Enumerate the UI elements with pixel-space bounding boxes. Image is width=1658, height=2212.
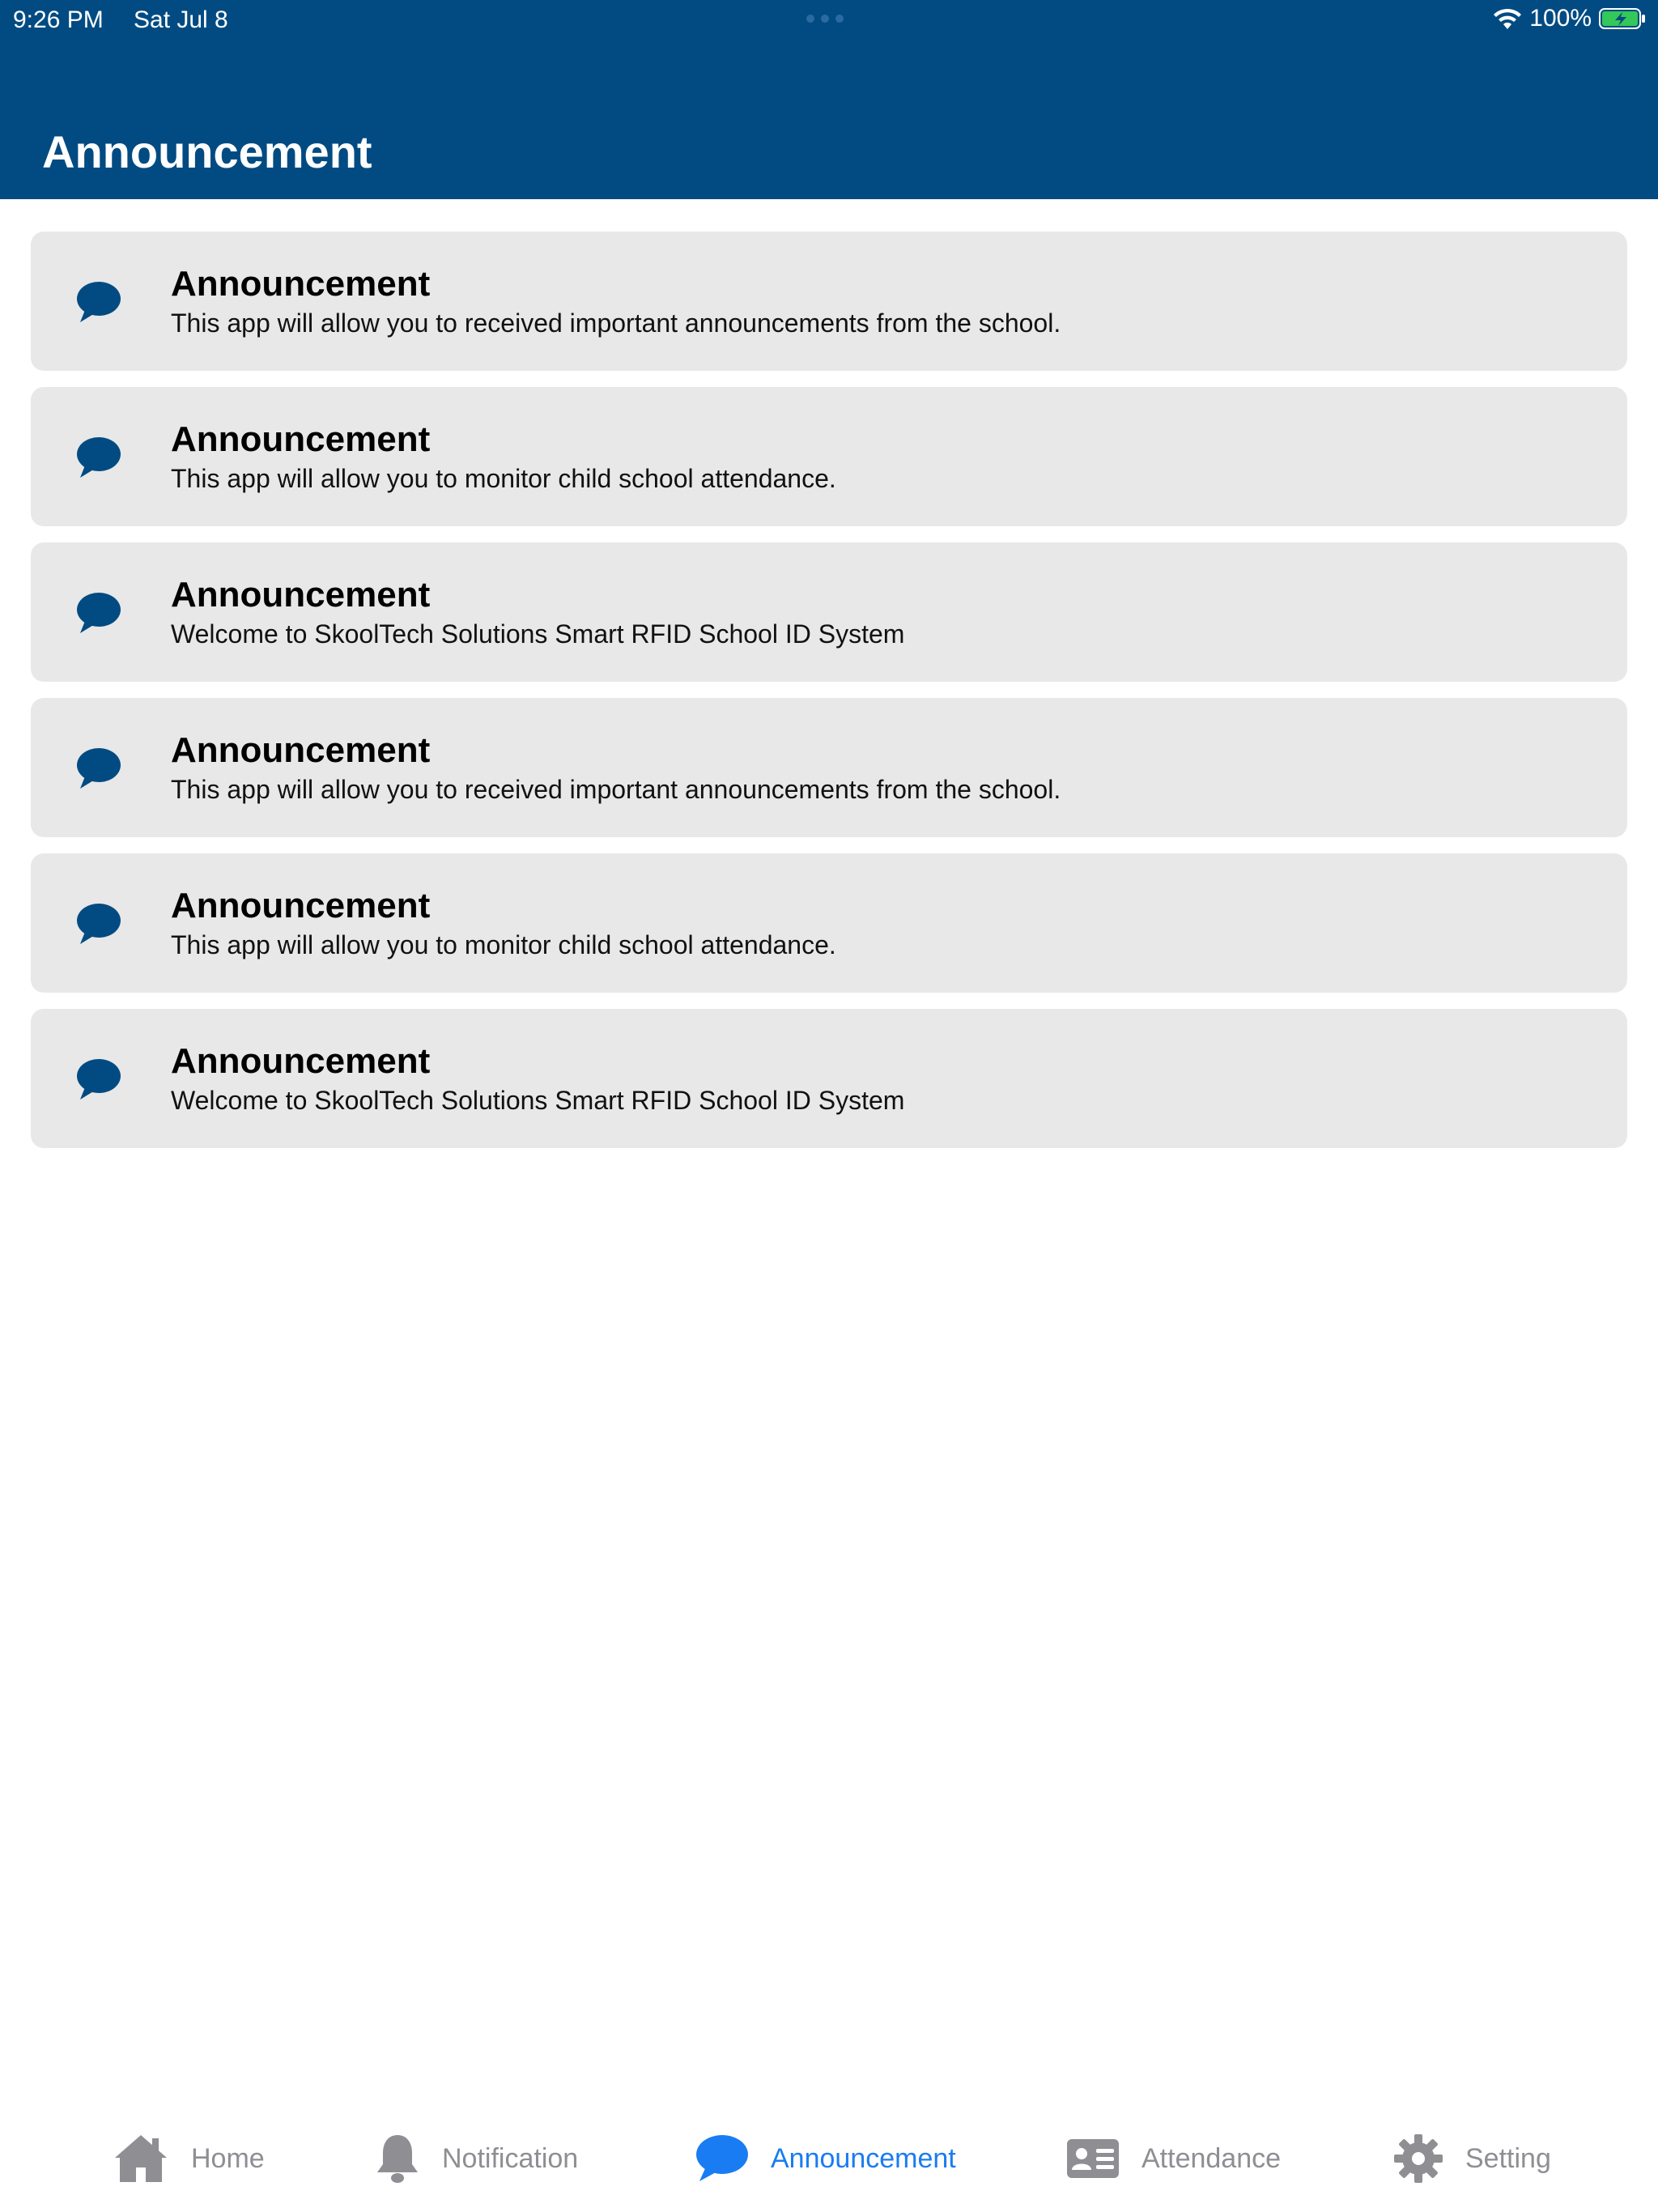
tab-announcement[interactable]	[693, 2126, 956, 2191]
announcement-card[interactable]	[31, 853, 1627, 993]
battery-percent: 100%	[1529, 5, 1592, 32]
announcement-card[interactable]	[31, 387, 1627, 526]
tab-notification-label: Notification	[442, 2142, 579, 2174]
page-title: Announcement	[42, 126, 372, 177]
home-icon	[112, 2132, 170, 2185]
status-bar	[0, 0, 1658, 40]
announcement-card[interactable]	[31, 542, 1627, 682]
announcement-body: This app will allow you to received important announcements from the school.	[171, 775, 1061, 804]
announcement-title: Announcement	[171, 886, 431, 925]
speech-bubble-icon	[75, 435, 122, 482]
speech-bubble-icon	[75, 746, 122, 793]
announcement-card[interactable]	[31, 232, 1627, 371]
tab-announcement-label: Announcement	[771, 2142, 956, 2174]
announcement-body: This app will allow you to monitor child school attendance.	[171, 464, 836, 493]
announcement-body: Welcome to SkoolTech Solutions Smart RFID School ID System	[171, 619, 905, 649]
speech-bubble-icon	[75, 279, 122, 326]
id-card-icon	[1065, 2136, 1120, 2181]
announcement-list	[31, 232, 1627, 1164]
tab-setting-label: Setting	[1465, 2142, 1551, 2174]
speech-bubble-icon	[75, 901, 122, 948]
announcement-body: This app will allow you to monitor child school attendance.	[171, 930, 836, 959]
bell-icon	[374, 2132, 421, 2185]
battery-charging-icon	[1598, 6, 1647, 31]
tab-setting[interactable]	[1392, 2126, 1551, 2191]
status-time: 9:26 PM	[13, 6, 104, 33]
speech-bubble-icon	[75, 590, 122, 637]
status-date: Sat Jul 8	[134, 6, 228, 33]
wifi-icon	[1492, 6, 1523, 31]
tab-home[interactable]	[112, 2126, 265, 2191]
announcement-card[interactable]	[31, 698, 1627, 837]
speech-bubble-icon	[693, 2133, 750, 2184]
status-right	[1492, 5, 1647, 32]
gear-icon	[1392, 2133, 1444, 2184]
tab-notification[interactable]	[374, 2126, 578, 2191]
announcement-title: Announcement	[171, 730, 431, 770]
announcement-body: This app will allow you to received important announcements from the school.	[171, 308, 1061, 338]
tab-attendance[interactable]	[1065, 2126, 1281, 2191]
announcement-title: Announcement	[171, 1041, 431, 1081]
app-header	[0, 0, 1658, 199]
tab-home-label: Home	[191, 2142, 265, 2174]
speech-bubble-icon	[75, 1057, 122, 1104]
announcement-title: Announcement	[171, 419, 431, 459]
announcement-card[interactable]	[31, 1009, 1627, 1148]
tab-bar	[0, 2105, 1658, 2212]
announcement-body: Welcome to SkoolTech Solutions Smart RFID School ID System	[171, 1086, 905, 1115]
tab-attendance-label: Attendance	[1141, 2142, 1282, 2174]
multitasking-dots[interactable]	[806, 15, 844, 23]
announcement-title: Announcement	[171, 575, 431, 615]
announcement-title: Announcement	[171, 264, 431, 304]
